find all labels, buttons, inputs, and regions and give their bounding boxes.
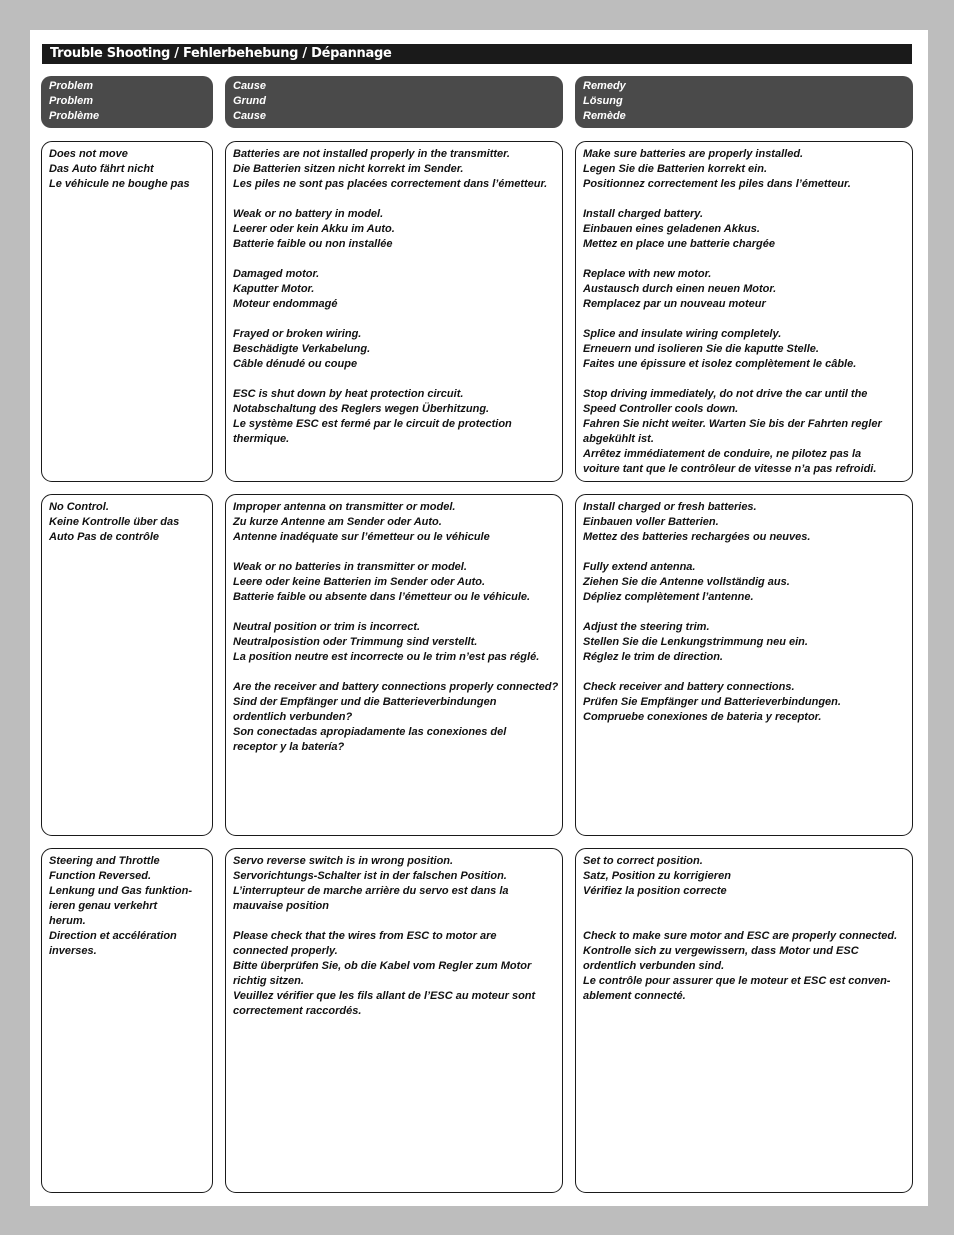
entry-line: Remplacez par un nouveau moteur	[583, 298, 766, 310]
entry-line: Direction et accélération	[49, 930, 177, 942]
header-cause-fr: Cause	[233, 110, 267, 122]
header-remedy-de: Lösung	[583, 95, 623, 107]
entry-line: No Control.	[49, 501, 109, 513]
entry-line: Mettez des batteries rechargées ou neuves.	[583, 531, 811, 543]
entry-line: Câble dénudé ou coupe	[233, 358, 358, 370]
entry-line: mauvaise position	[233, 900, 329, 912]
entry-line: Austausch durch einen neuen Motor.	[583, 283, 777, 295]
entry-line: ESC is shut down by heat protection circuit.	[233, 388, 464, 400]
entry-line: Ziehen Sie die Antenne vollständig aus.	[583, 576, 790, 588]
header-problem-fr: Problème	[49, 110, 100, 122]
entry-line: Das Auto fährt nicht	[49, 163, 154, 175]
entry-line: Compruebe conexiones de bateria y receptor.	[583, 711, 822, 723]
entry-line: Mettez en place une batterie chargée	[583, 238, 775, 250]
entry-line: Splice and insulate wiring completely.	[583, 328, 782, 340]
entry-line: Neutralposistion oder Trimmung sind verstellt.	[233, 636, 478, 648]
remedy-cell-3	[575, 848, 913, 1193]
header-problem-de: Problem	[49, 95, 94, 107]
entry-line: Frayed or broken wiring.	[233, 328, 362, 340]
entry-line: Batterie faible ou non installée	[233, 238, 393, 250]
page-title: Trouble Shooting / Fehlerbehebung / Dépannage	[42, 44, 912, 64]
entry-line: Fahren Sie nicht weiter. Warten Sie bis der Fahrten regler	[583, 418, 882, 430]
header-cause-en: Cause	[233, 80, 267, 92]
entry-line: Einbauen voller Batterien.	[583, 516, 719, 528]
entry-line: Dépliez complètement l’antenne.	[583, 591, 754, 603]
entry-line: Réglez le trim de direction.	[583, 651, 723, 663]
entry-line: Faites une épissure et isolez complètement le câble.	[583, 358, 857, 370]
entry-line: ordentlich verbunden sind.	[583, 960, 725, 972]
entry-line: Auto Pas de contrôle	[49, 531, 160, 543]
entry-line: Le contrôle pour assurer que le moteur et ESC est conven-	[583, 975, 891, 987]
entry-line: receptor y la batería?	[233, 741, 345, 753]
manual-page	[30, 30, 928, 1206]
entry-paragraph	[233, 387, 555, 447]
entry-paragraph	[583, 387, 905, 477]
entry-line: Le système ESC est fermé par le circuit de protection	[233, 418, 512, 430]
entry-paragraph	[233, 620, 555, 665]
entry-line: inverses.	[49, 945, 97, 957]
entry-line: Sind der Empfänger und die Batterieverbindungen	[233, 696, 497, 708]
entry-paragraph	[583, 500, 905, 545]
entry-line: Kontrolle sich zu vergewissern, dass Motor und ESC	[583, 945, 859, 957]
entry-line: Moteur endommagé	[233, 298, 338, 310]
entry-line: Son conectadas apropiadamente las conexiones del	[233, 726, 507, 738]
entry-paragraph	[583, 620, 905, 665]
entry-line: Improper antenna on transmitter or model.	[233, 501, 456, 513]
entry-paragraph	[583, 929, 905, 1004]
entry-line: Function Reversed.	[49, 870, 152, 882]
entry-line: Damaged motor.	[233, 268, 320, 280]
entry-line: Weak or no batteries in transmitter or model.	[233, 561, 467, 573]
entry-paragraph	[233, 560, 555, 605]
header-remedy-en: Remedy	[583, 80, 626, 92]
entry-line: Install charged battery.	[583, 208, 704, 220]
entry-line: abgekühlt ist.	[583, 433, 654, 445]
entry-paragraph	[49, 147, 205, 192]
entry-line: Make sure batteries are properly installed.	[583, 148, 804, 160]
entry-line: Einbauen eines geladenen Akkus.	[583, 223, 760, 235]
entry-line: Weak or no battery in model.	[233, 208, 384, 220]
problem-cell-1	[41, 141, 213, 482]
entry-line: Leere oder keine Batterien im Sender oder Auto.	[233, 576, 486, 588]
entry-line: Legen Sie die Batterien korrekt ein.	[583, 163, 768, 175]
entry-line: Replace with new motor.	[583, 268, 712, 280]
entry-line: Check to make sure motor and ESC are properly connected.	[583, 930, 898, 942]
entry-line: Keine Kontrolle über das	[49, 516, 180, 528]
entry-line: Check receiver and battery connections.	[583, 681, 795, 693]
entry-paragraph	[233, 500, 555, 545]
entry-paragraph	[583, 327, 905, 372]
entry-paragraph	[583, 854, 905, 899]
entry-line: L’interrupteur de marche arrière du servo est dans la	[233, 885, 509, 897]
entry-line: Antenne inadéquate sur l’émetteur ou le véhicule	[233, 531, 490, 543]
header-remedy	[575, 76, 913, 128]
entry-paragraph	[233, 929, 555, 1019]
header-problem-en: Problem	[49, 80, 94, 92]
entry-line: Please check that the wires from ESC to motor are	[233, 930, 497, 942]
entry-line: Does not move	[49, 148, 128, 160]
entry-paragraph	[233, 680, 559, 755]
entry-paragraph	[583, 680, 905, 725]
entry-line: herum.	[49, 915, 86, 927]
entry-line: Servorichtungs-Schalter ist in der falschen Position.	[233, 870, 507, 882]
entry-line: Notabschaltung des Reglers wegen Überhitzung.	[233, 403, 490, 415]
entry-line: Satz, Position zu korrigieren	[583, 870, 731, 882]
entry-line: connected properly.	[233, 945, 338, 957]
entry-line: Vérifiez la position correcte	[583, 885, 727, 897]
entry-line: Set to correct position.	[583, 855, 703, 867]
entry-paragraph	[583, 267, 905, 312]
entry-paragraph	[583, 147, 905, 192]
problem-cell-3	[41, 848, 213, 1193]
entry-line: Le véhicule ne boughe pas	[49, 178, 190, 190]
entry-paragraph	[49, 500, 205, 545]
entry-line: thermique.	[233, 433, 290, 445]
remedy-cell-1	[575, 141, 913, 482]
entry-paragraph	[233, 207, 555, 252]
entry-line: Install charged or fresh batteries.	[583, 501, 757, 513]
entry-line: ieren genau verkehrt	[49, 900, 158, 912]
entry-line: correctement raccordés.	[233, 1005, 362, 1017]
entry-line: Adjust the steering trim.	[583, 621, 710, 633]
entry-line: Stellen Sie die Lenkungstrimmung neu ein.	[583, 636, 808, 648]
entry-line: Neutral position or trim is incorrect.	[233, 621, 421, 633]
entry-line: voiture tant que le contrôleur de vitesse n’a pas refroidi.	[583, 463, 877, 475]
entry-line: Zu kurze Antenne am Sender oder Auto.	[233, 516, 442, 528]
entry-paragraph	[233, 267, 555, 312]
entry-paragraph	[583, 560, 905, 605]
entry-line: Servo reverse switch is in wrong position.	[233, 855, 454, 867]
entry-line: Lenkung und Gas funktion-	[49, 885, 192, 897]
entry-line: Arrêtez immédiatement de conduire, ne pilotez pas la	[583, 448, 862, 460]
problem-cell-2	[41, 494, 213, 836]
entry-line: Batteries are not installed properly in the transmitter.	[233, 148, 510, 160]
entry-line: Steering and Throttle	[49, 855, 160, 867]
entry-line: Veuillez vérifier que les fils allant de l’ESC au moteur sont	[233, 990, 536, 1002]
entry-line: Erneuern und isolieren Sie die kaputte Stelle.	[583, 343, 819, 355]
cause-cell-2	[225, 494, 563, 836]
entry-line: ordentlich verbunden?	[233, 711, 353, 723]
entry-line: Bitte überprüfen Sie, ob die Kabel vom Regler zum Motor	[233, 960, 532, 972]
entry-paragraph	[233, 147, 555, 192]
entry-line: Fully extend antenna.	[583, 561, 696, 573]
entry-line: Are the receiver and battery connections properly connected?	[233, 681, 559, 693]
entry-line: richtig sitzen.	[233, 975, 304, 987]
cause-cell-1	[225, 141, 563, 482]
entry-line: La position neutre est incorrecte ou le trim n’est pas réglé.	[233, 651, 540, 663]
entry-paragraph	[233, 327, 555, 372]
entry-line: Prüfen Sie Empfänger und Batterieverbindungen.	[583, 696, 841, 708]
remedy-cell-2	[575, 494, 913, 836]
entry-paragraph	[233, 854, 555, 914]
entry-paragraph	[49, 854, 205, 959]
header-cause	[225, 76, 563, 128]
cause-cell-3	[225, 848, 563, 1193]
entry-line: Speed Controller cools down.	[583, 403, 739, 415]
header-cause-de: Grund	[233, 95, 266, 107]
entry-line: Positionnez correctement les piles dans l’émetteur.	[583, 178, 851, 190]
entry-line: Leerer oder kein Akku im Auto.	[233, 223, 395, 235]
entry-line: Kaputter Motor.	[233, 283, 315, 295]
entry-line: Les piles ne sont pas placées correctement dans l’émetteur.	[233, 178, 548, 190]
entry-line: Beschädigte Verkabelung.	[233, 343, 371, 355]
header-remedy-fr: Remède	[583, 110, 626, 122]
entry-line: Stop driving immediately, do not drive the car until the	[583, 388, 868, 400]
entry-paragraph	[583, 207, 905, 252]
entry-line: Die Batterien sitzen nicht korrekt im Sender.	[233, 163, 464, 175]
entry-line: ablement connecté.	[583, 990, 686, 1002]
header-problem	[41, 76, 213, 128]
entry-line: Batterie faible ou absente dans l’émetteur ou le véhicule.	[233, 591, 531, 603]
